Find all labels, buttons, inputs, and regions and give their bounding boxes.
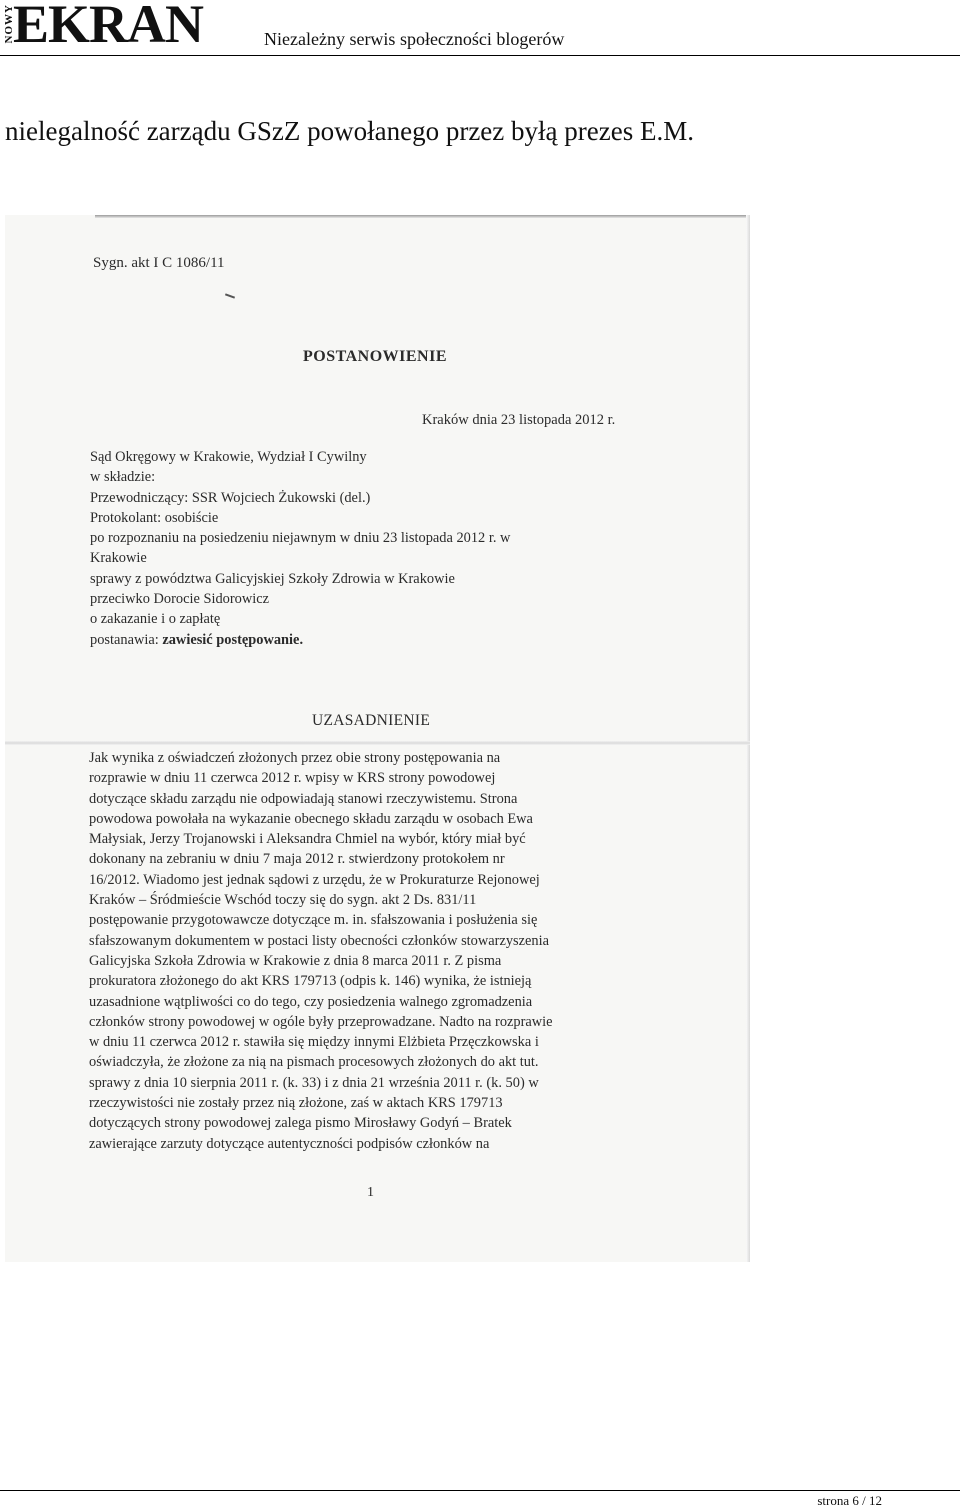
footer-divider	[0, 1490, 960, 1491]
court-line: Sąd Okręgowy w Krakowie, Wydział I Cywilny	[90, 449, 367, 465]
scan-edge-right	[746, 215, 750, 1262]
scanned-document	[5, 215, 750, 1262]
reasons-line: rzeczywistości nie zostały przez nią złożone, zaś w aktach KRS 179713	[89, 1095, 503, 1112]
decision-line	[90, 630, 670, 650]
court-line: po rozpoznaniu na posiedzeniu niejawnym w dniu 23 listopada 2012 r. w	[90, 530, 511, 547]
court-line: w składzie:	[90, 469, 156, 486]
masthead-divider	[0, 55, 960, 56]
reasons-title: UZASADNIENIE	[312, 712, 431, 729]
logo-ekran[interactable]: EKRAN	[13, 0, 204, 54]
court-line: sprawy z powództwa Galicyjskiej Szkoły Zdrowia w Krakowie	[90, 570, 455, 587]
tagline: Niezależny serwis społeczności blogerów	[264, 29, 565, 49]
logo-nowy: NOWY	[3, 4, 15, 44]
court-line: Protokolant: osobiście	[90, 509, 219, 526]
court-line: przeciwko Dorocie Sidorowicz	[90, 591, 270, 608]
page-headline: nielegalność zarządu GSzZ powołanego przez byłą prezes E.M.	[5, 116, 694, 146]
reasons-line: oświadczyła, że złożone za nią na pismach procesowych złożonych do akt tut.	[89, 1054, 539, 1071]
decision-text: zawiesić postępowanie.	[162, 631, 304, 648]
reasons-line: rozprawie w dniu 11 czerwca 2012 r. wpisy w KRS strony powodowej	[89, 770, 496, 787]
reasons-line: uzasadnione wątpliwości co do tego, czy posiedzenia walnego zgromadzenia	[89, 993, 533, 1010]
reasons-line: dotyczących strony powodowej zalega pismo Mirosławy Godyń – Bratek	[89, 1115, 512, 1132]
court-line: Przewodniczący: SSR Wojciech Żukowski (del.)	[90, 489, 371, 506]
case-signature: Sygn. akt I C 1086/11	[93, 255, 225, 271]
court-line: Krakowie	[90, 550, 147, 567]
reasons-line: Jak wynika z oświadczeń złożonych przez obie strony postępowania na	[89, 750, 501, 766]
page-counter: strona 6 / 12	[817, 1493, 882, 1508]
pen-mark	[225, 293, 235, 298]
decision-prefix: postanawia:	[90, 631, 163, 648]
reasons-line: w dniu 11 czerwca 2012 r. stawiła się między innymi Elżbieta Przęczkowska i	[89, 1034, 539, 1051]
reasons-line: 16/2012. Wiadomo jest jednak sądowi z urzędu, że w Prokuraturze Rejonowej	[89, 871, 540, 888]
reasons-line: dokonany na zebraniu w dniu 7 maja 2012 r. stwierdzony protokołem nr	[89, 851, 505, 868]
reasons-line: sfałszowanym dokumentem w postaci listy obecności członków stowarzyszenia	[89, 932, 549, 949]
reasons-line: Galicyjska Szkoła Zdrowia w Krakowie z dnia 8 marca 2011 r. Z pisma	[89, 952, 502, 969]
reasons-line: dotyczące składu zarządu nie odpowiadają stanowi rzeczywistemu. Strona	[89, 790, 518, 807]
reasons-line: postępowanie przygotowawcze dotyczące m. in. sfałszowania i posłużenia się	[89, 912, 538, 929]
masthead	[0, 0, 960, 56]
reasons-line: członków strony powodowej w ogóle były przeprowadzane. Nadto na rozprawie	[89, 1013, 553, 1030]
paper-fold	[5, 741, 750, 745]
reasons-line: Małysiak, Jerzy Trojanowski i Aleksandra Chmiel na wybór, który miał być	[89, 831, 526, 848]
document-date: Kraków dnia 23 listopada 2012 r.	[422, 412, 616, 428]
court-line: o zakazanie i o zapłatę	[90, 611, 221, 628]
reasons-line: sprawy z dnia 10 sierpnia 2011 r. (k. 33) i z dnia 21 września 2011 r. (k. 50) w	[89, 1074, 539, 1091]
reasons-line: powodowa powołała na wykazanie obecnego składu zarządu w osobach Ewa	[89, 810, 533, 827]
scan-edge-top	[95, 215, 750, 218]
reasons-line: Kraków – Śródmieście Wschód toczy się do sygn. akt 2 Ds. 831/11	[89, 892, 477, 909]
court-block	[90, 447, 670, 650]
reasons-line: zawierające zarzuty dotyczące autentyczności podpisów członków na	[89, 1135, 490, 1152]
reasons-body	[89, 748, 662, 1154]
reasons-line: prokuratora złożonego do akt KRS 179713 (odpis k. 146) wynika, że istnieją	[89, 973, 532, 990]
document-page-number: 1	[367, 1185, 374, 1200]
document-title: POSTANOWIENIE	[303, 348, 448, 365]
